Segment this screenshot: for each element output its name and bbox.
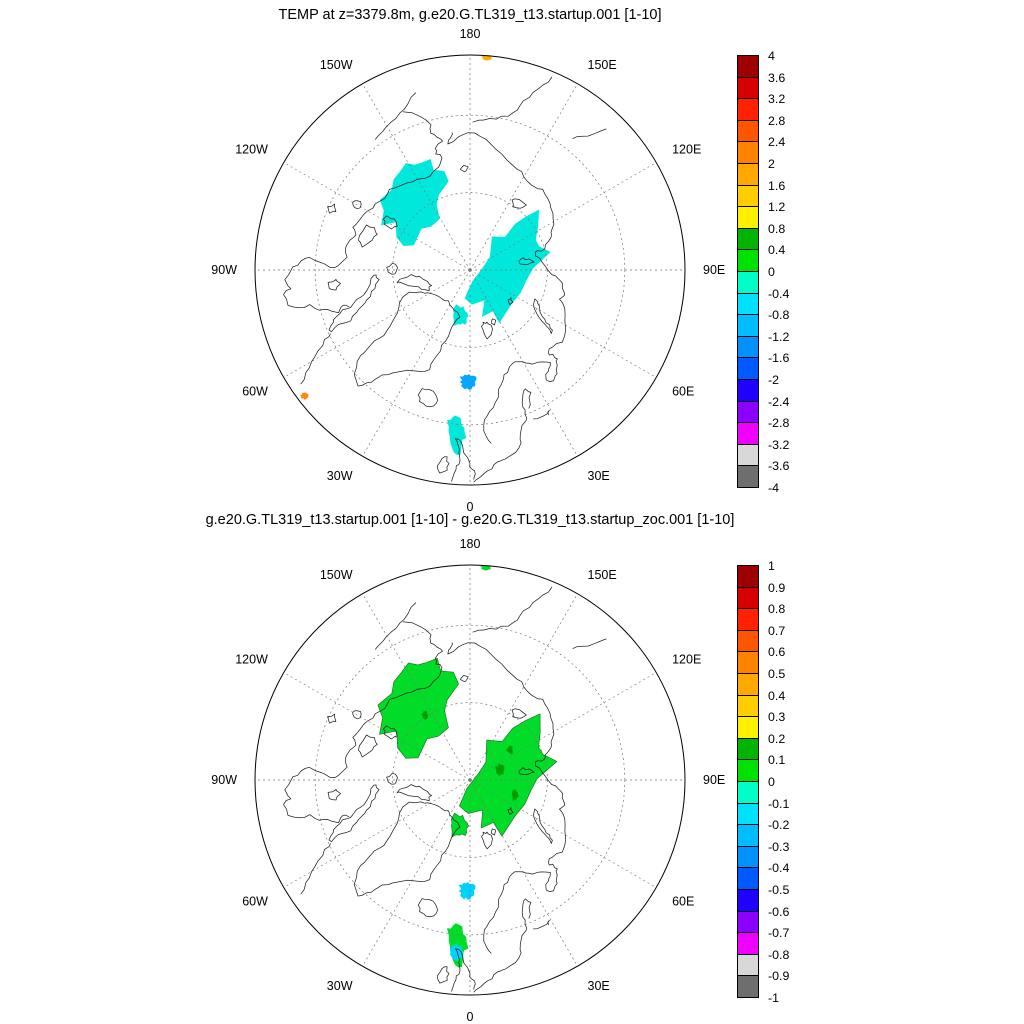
colorbar-segment <box>737 695 759 717</box>
bottom-figure-title: g.e20.G.TL319_t13.startup.001 [1-10] - g.e20.G.TL319_t13.startup_zoc.001 [1-10] <box>205 512 735 528</box>
colorbar-segment <box>737 163 759 186</box>
colorbar-segment <box>737 120 759 142</box>
colorbar-tick-label: 0.4 <box>768 243 786 257</box>
colorbar-segment <box>737 587 759 609</box>
colorbar-tick-label: 0.8 <box>768 602 786 616</box>
colorbar-tick-label: -0.4 <box>768 287 790 301</box>
colorbar-segment <box>737 141 759 164</box>
coastline-path <box>534 809 553 844</box>
colorbar-segment <box>737 185 759 207</box>
coastline-path <box>397 275 432 291</box>
colorbar-tick-label: 0.5 <box>768 667 786 681</box>
coastline-path <box>328 714 336 723</box>
coastline-path <box>533 410 549 419</box>
patch-greenland-sea-blue <box>460 374 477 390</box>
coastline-path <box>573 129 607 139</box>
colorbar-tick-label: 0 <box>768 265 775 279</box>
top-polar-map <box>210 10 730 530</box>
colorbar-segment <box>737 55 759 78</box>
coastline-path <box>460 165 468 171</box>
coastline-path <box>328 279 341 290</box>
colorbar-segment <box>737 293 759 315</box>
top-colorbar <box>737 49 827 495</box>
patch-rim-orange-180 <box>481 54 493 61</box>
coastline-path <box>387 773 398 784</box>
meridian-label-90E: 90E <box>703 263 726 277</box>
coastline-path <box>512 709 526 718</box>
colorbar-tick-label: -1.6 <box>768 351 790 365</box>
coastline-path <box>354 802 460 896</box>
colorbar-segment <box>737 422 759 445</box>
coastline-path <box>492 319 496 325</box>
coastline-path <box>473 587 552 632</box>
colorbar-segment <box>737 98 759 121</box>
coastline-path <box>329 785 379 842</box>
top-figure-title: TEMP at z=3379.8m, g.e20.G.TL319_t13.startup.001 [1-10] <box>278 7 662 23</box>
colorbar-segment <box>737 206 759 229</box>
meridian-label-90E: 90E <box>703 773 726 787</box>
colorbar-tick-label: -1.2 <box>768 330 790 344</box>
coastline-path <box>492 829 496 835</box>
colorbar-tick-label: 0.7 <box>768 624 786 638</box>
colorbar-tick-label: -0.8 <box>768 948 790 962</box>
colorbar-segment <box>737 357 759 380</box>
colorbar-segment <box>737 228 759 250</box>
colorbar-tick-label: 0.3 <box>768 710 786 724</box>
patch-rim-green-180 <box>480 564 492 571</box>
colorbar-segment <box>737 803 759 825</box>
meridian-label-30E: 30E <box>587 469 610 484</box>
meridian-label-120E: 120E <box>672 142 702 157</box>
coastline-path <box>512 199 526 208</box>
colorbar-segment <box>737 401 759 423</box>
colorbar-segment <box>737 77 759 99</box>
colorbar-segment <box>737 379 759 402</box>
colorbar-tick-label: 0.2 <box>768 732 786 746</box>
coastline-path <box>474 389 531 482</box>
coastline-path <box>354 292 460 386</box>
colorbar-segment <box>737 759 759 782</box>
coastline-path <box>358 225 377 247</box>
colorbar-segment <box>737 738 759 760</box>
meridian-label-60W: 60W <box>242 894 268 909</box>
colorbar-tick-label: -0.9 <box>768 969 790 983</box>
colorbar-tick-label: 3.6 <box>768 71 786 85</box>
colorbar-tick-label: 1.2 <box>768 200 786 214</box>
colorbar-tick-label: 3.2 <box>768 92 786 106</box>
bottom-polar-map <box>210 520 730 1024</box>
meridian-label-60E: 60E <box>672 894 695 909</box>
coastline-path <box>573 639 607 649</box>
colorbar-tick-label: 2 <box>768 157 775 171</box>
coastline-path <box>418 899 437 917</box>
colorbar-tick-label: -3.2 <box>768 438 790 452</box>
coastline-path <box>460 675 468 681</box>
coastline-path <box>375 93 416 140</box>
colorbar-tick-label: -0.3 <box>768 840 790 854</box>
colorbar-segment <box>737 889 759 912</box>
coastline-path <box>418 389 437 407</box>
colorbar-segment <box>737 932 759 955</box>
colorbar-tick-label: 2.4 <box>768 135 786 149</box>
colorbar-tick-label: 0.1 <box>768 753 786 767</box>
meridian-label-60E: 60E <box>672 384 695 399</box>
meridian-label-0: 0 <box>466 500 474 514</box>
meridian-label-30W: 30W <box>326 469 353 484</box>
coastline-path <box>474 899 531 992</box>
meridian-label-120W: 120W <box>235 142 268 157</box>
colorbar-tick-label: -4 <box>768 481 780 495</box>
patch-near-pole-small <box>453 304 468 326</box>
colorbar-segment <box>737 954 759 976</box>
colorbar-segment <box>737 975 759 998</box>
colorbar-bar <box>737 565 759 998</box>
colorbar-tick-label: -2.4 <box>768 395 790 409</box>
coastline-path <box>534 299 553 334</box>
patch-rim-orange-west <box>300 392 309 399</box>
colorbar-segment <box>737 846 759 868</box>
colorbar-segment <box>737 314 759 337</box>
colorbar-segment <box>737 271 759 294</box>
colorbar-tick-label: 0.4 <box>768 689 786 703</box>
colorbar-tick-label: 2.8 <box>768 114 786 128</box>
meridian-label-0: 0 <box>466 1010 474 1024</box>
colorbar-tick-label: 1 <box>768 559 775 573</box>
colorbar-segment <box>737 781 759 804</box>
meridian-label-30E: 30E <box>587 979 610 994</box>
colorbar-segment <box>737 716 759 739</box>
colorbar-segment <box>737 444 759 466</box>
meridian-label-180: 180 <box>459 537 481 551</box>
coastline-path <box>358 735 377 757</box>
meridian-label-180: 180 <box>459 27 481 41</box>
patch-chukchi-plateau <box>380 159 449 246</box>
coastline-path <box>437 967 449 983</box>
colorbar-segment <box>737 651 759 674</box>
colorbar-segment <box>737 465 759 488</box>
colorbar-tick-label: 1.6 <box>768 179 786 193</box>
meridian-label-90W: 90W <box>211 263 237 277</box>
colorbar-segment <box>737 336 759 358</box>
colorbar-tick-label: -0.7 <box>768 926 790 940</box>
meridian-label-150W: 150W <box>319 567 353 582</box>
coastline-path <box>375 603 416 650</box>
colorbar-segment <box>737 911 759 933</box>
meridian-label-150E: 150E <box>587 567 617 582</box>
meridian-label-120E: 120E <box>672 652 702 667</box>
coastline-path <box>387 263 398 274</box>
colorbar-tick-label: -3.6 <box>768 459 790 473</box>
colorbar-tick-label: -1 <box>768 991 780 1005</box>
coastline-path <box>301 844 331 895</box>
colorbar-bar <box>737 55 759 488</box>
coastline-path <box>437 457 449 473</box>
patch-central-arctic <box>459 714 557 836</box>
patch-central-arctic <box>465 210 551 324</box>
coastline-path <box>482 832 493 849</box>
meridian-label-60W: 60W <box>242 384 268 399</box>
coastline-path <box>533 920 549 929</box>
colorbar-segment <box>737 565 759 588</box>
meridian-label-90W: 90W <box>211 773 237 787</box>
colorbar-segment <box>737 630 759 652</box>
coastline-path <box>473 77 552 122</box>
colorbar-segment <box>737 673 759 696</box>
colorbar-tick-label: -0.4 <box>768 861 790 875</box>
colorbar-segment <box>737 249 759 272</box>
colorbar-tick-label: 0.9 <box>768 581 786 595</box>
colorbar-tick-label: -0.5 <box>768 883 790 897</box>
colorbar-tick-label: 4 <box>768 49 775 63</box>
meridian-label-120W: 120W <box>235 652 268 667</box>
colorbar-tick-label: -2 <box>768 373 780 387</box>
coastline-path <box>482 322 493 339</box>
colorbar-tick-label: 0 <box>768 775 775 789</box>
coastline-path <box>329 275 379 332</box>
meridian-label-30W: 30W <box>326 979 353 994</box>
colorbar-segment <box>737 608 759 631</box>
meridian-label-150E: 150E <box>587 57 617 72</box>
patch-chukchi-plateau <box>378 658 459 758</box>
colorbar-segment <box>737 824 759 847</box>
coastline-path <box>328 204 336 213</box>
meridian-label-150W: 150W <box>319 57 353 72</box>
colorbar-tick-label: 0.6 <box>768 645 786 659</box>
coastline-path <box>397 785 432 801</box>
colorbar-tick-label: 0.8 <box>768 222 786 236</box>
coastline-path <box>328 789 341 800</box>
coastline-path <box>301 334 331 385</box>
colorbar-tick-label: -0.8 <box>768 308 790 322</box>
colorbar-tick-label: -2.8 <box>768 416 790 430</box>
colorbar-tick-label: -0.6 <box>768 905 790 919</box>
colorbar-tick-label: -0.2 <box>768 818 790 832</box>
patch-greenland-sea-cyan <box>459 882 476 900</box>
colorbar-tick-label: -0.1 <box>768 797 790 811</box>
bottom-colorbar <box>737 559 827 1005</box>
colorbar-segment <box>737 867 759 890</box>
